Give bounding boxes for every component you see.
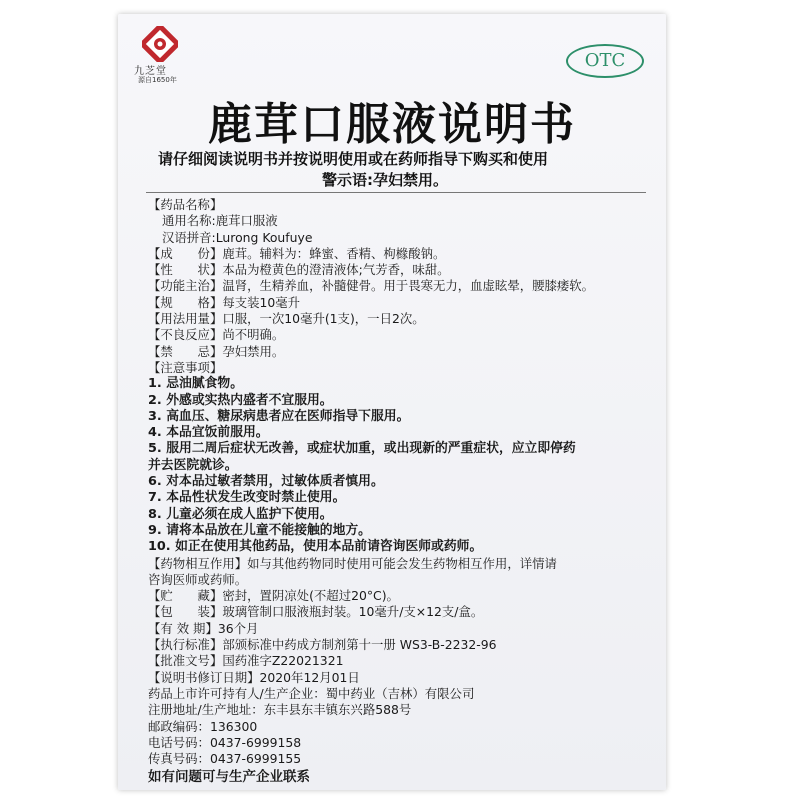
instruction-body (148, 197, 646, 786)
field-name-header: 【药品名称】 (148, 197, 223, 212)
field-interaction-cont: 咨询医师或药师。 (148, 571, 248, 587)
field-approval: 【批准文号】国药准字Z22021321 (148, 653, 344, 669)
otc-badge: OTC (566, 44, 644, 78)
precaution-item: 3. 高血压、糖尿病患者应在医师指导下服用。 (148, 408, 410, 424)
field-phone: 电话号码：0437-6999158 (148, 734, 302, 750)
page-title: 鹿茸口服液说明书 (208, 99, 576, 150)
field-package: 【包 装】玻璃管制口服液瓶封装。10毫升/支×12支/盒。 (148, 604, 484, 620)
field-address: 注册地址/生产地址：东丰县东丰镇东兴路588号 (148, 702, 412, 718)
logo-since: 源自1650年 (138, 76, 177, 84)
field-common-name: 通用名称:鹿茸口服液 (162, 213, 278, 229)
field-postcode: 邮政编码：136300 (148, 718, 258, 734)
field-validity: 【有 效 期】36个月 (148, 620, 259, 636)
field-indications: 【功能主治】温肾，生精养血，补髓健骨。用于畏寒无力，血虚眩晕，腰膝痿软。 (148, 278, 595, 294)
logo-name: 九芝堂 (134, 66, 167, 77)
field-standard: 【执行标准】部颁标准中药成方制剂第十一册 WS3-B-2232-96 (148, 637, 497, 653)
subtitle: 请仔细阅读说明书并按说明使用或在药师指导下购买和使用 (158, 150, 549, 168)
instruction-sheet (118, 14, 666, 790)
field-specification: 【规 格】每支装10毫升 (148, 294, 301, 310)
field-ingredients: 【成 份】鹿茸。辅料为：蜂蜜、香精、枸橼酸钠。 (148, 245, 446, 261)
field-contraindications: 【禁 忌】孕妇禁用。 (148, 343, 285, 359)
field-dosage: 【用法用量】口服，一次10毫升(1支)，一日2次。 (148, 311, 425, 327)
field-interaction: 【药物相互作用】如与其他药物同时使用可能会发生药物相互作用，详情请 (148, 555, 557, 571)
field-fax: 传真号码：0437-6999155 (148, 751, 302, 767)
precaution-item: 9. 请将本品放在儿童不能接触的地方。 (148, 522, 371, 538)
jiuzhitang-logo-icon (142, 26, 178, 62)
precaution-item: 7. 本品性状发生改变时禁止使用。 (148, 490, 346, 506)
field-adverse: 【不良反应】尚不明确。 (148, 327, 285, 343)
precaution-item: 8. 儿童必须在成人监护下使用。 (148, 506, 333, 522)
precaution-item: 1. 忌油腻食物。 (148, 376, 244, 392)
divider (146, 192, 646, 193)
field-holder: 药品上市许可持有人/生产企业：蜀中药业（吉林）有限公司 (148, 685, 475, 701)
warning-text: 警示语:孕妇禁用。 (322, 171, 448, 189)
field-precautions-header: 【注意事项】 (148, 359, 223, 375)
precaution-item: 2. 外感或实热内盛者不宜服用。 (148, 392, 333, 408)
precaution-item: 10. 如正在使用其他药品，使用本品前请咨询医师或药师。 (148, 539, 483, 555)
precaution-item: 并去医院就诊。 (148, 457, 238, 473)
field-storage: 【贮 藏】密封，置阴凉处(不超过20°C)。 (148, 588, 399, 604)
footer-contact: 如有问题可与生产企业联系 (148, 769, 310, 786)
precaution-item: 6. 对本品过敏者禁用，过敏体质者慎用。 (148, 474, 384, 490)
field-properties: 【性 状】本品为橙黄色的澄清液体;气芳香，味甜。 (148, 262, 450, 278)
precaution-item: 5. 服用二周后症状无改善，或症状加重，或出现新的严重症状，应立即停药 (148, 441, 576, 457)
field-revision: 【说明书修订日期】2020年12月01日 (148, 669, 360, 685)
field-pinyin: 汉语拼音:Lurong Koufuye (162, 229, 313, 245)
precaution-item: 4. 本品宜饭前服用。 (148, 425, 269, 441)
